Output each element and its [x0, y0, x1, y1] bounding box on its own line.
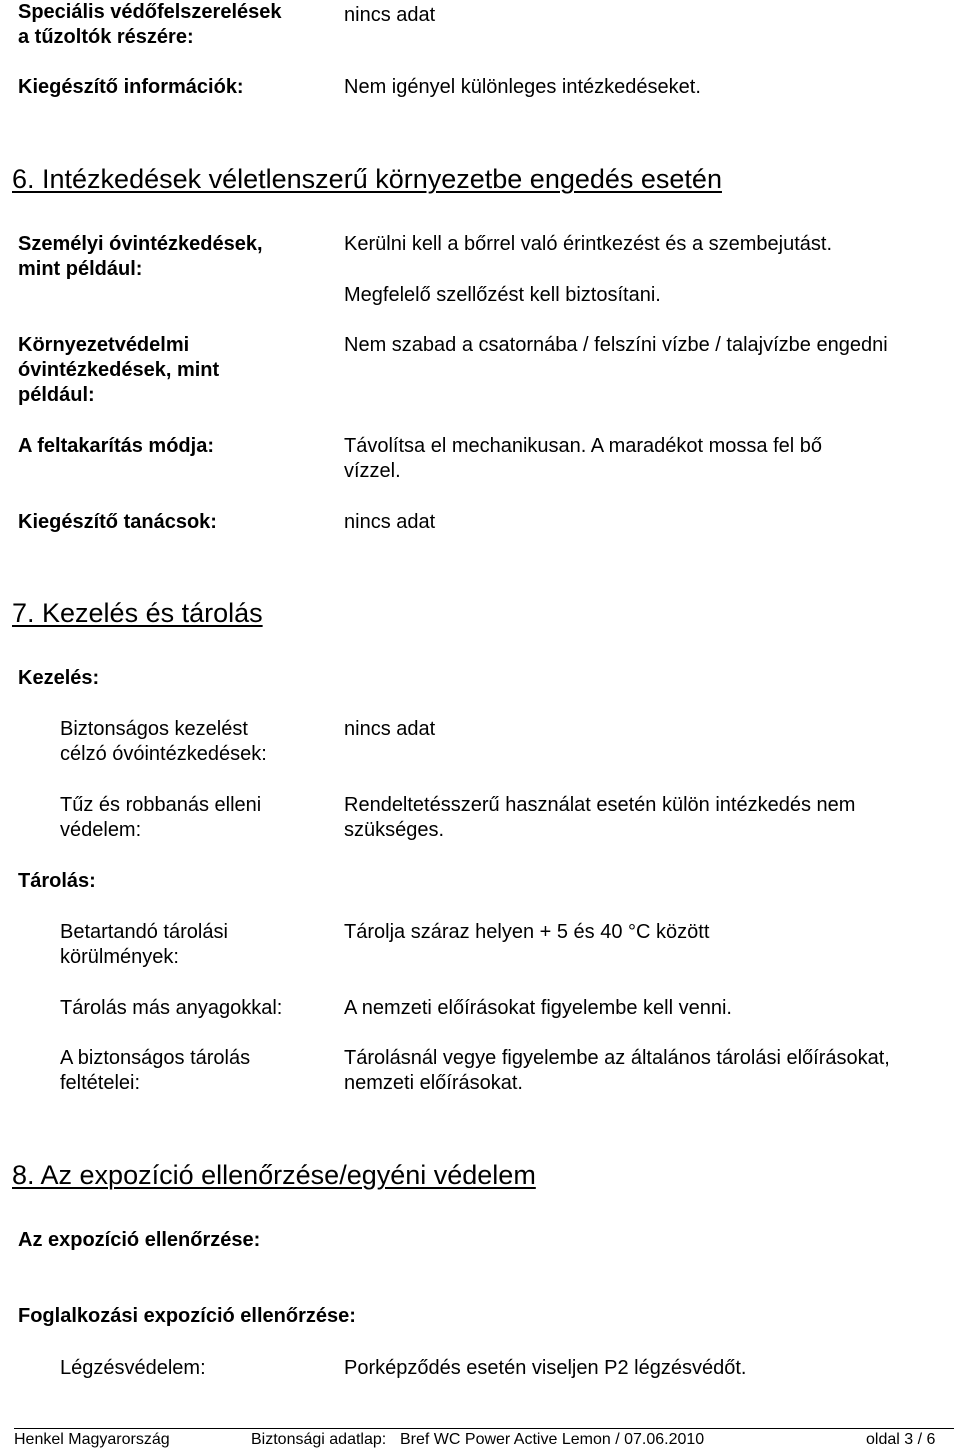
safe-storage-value-line1: Tárolásnál vegye figyelembe az általános tárolási előírásokat,	[344, 1047, 890, 1069]
extra-info-value: Nem igényel különleges intézkedéseket.	[344, 76, 701, 98]
safe-storage-label-line2: feltételei:	[60, 1072, 141, 1094]
special-equipment-label-line1: Speciális védőfelszerelések	[18, 1, 282, 23]
safe-storage-label-line1: A biztonságos tárolás	[60, 1047, 251, 1069]
fire-protection-label-line2: védelem:	[60, 819, 142, 841]
storage-with-other-value: A nemzeti előírásokat figyelembe kell venni.	[344, 997, 732, 1019]
footer-page-number: oldal 3 / 6	[866, 1431, 936, 1448]
handling-title: Kezelés:	[18, 667, 100, 689]
footer-sheet-label: Biztonsági adatlap:	[251, 1431, 387, 1448]
exposure-control-title: Az expozíció ellenőrzése:	[18, 1229, 261, 1251]
footer-company: Henkel Magyarország	[14, 1431, 170, 1448]
env-precautions-label-line1: Környezetvédelmi	[18, 334, 190, 356]
personal-precautions-value-line1: Kerülni kell a bőrrel való érintkezést és a szembejutást.	[344, 233, 833, 255]
occupational-exposure-title: Foglalkozási expozíció ellenőrzése:	[18, 1305, 356, 1327]
storage-conditions-value: Tárolja száraz helyen + 5 és 40 °C között	[344, 921, 710, 943]
safe-handling-label-line1: Biztonságos kezelést	[60, 718, 248, 740]
footer-product: Bref WC Power Active Lemon / 07.06.2010	[400, 1431, 705, 1448]
additional-advice-label: Kiegészítő tanácsok:	[18, 511, 217, 533]
fire-protection-value-line1: Rendeltetésszerű használat esetén külön intézkedés nem	[344, 794, 856, 816]
personal-precautions-value-line2: Megfelelő szellőzést kell biztosítani.	[344, 284, 661, 306]
section-6-heading: 6. Intézkedések véletlenszerű környezetbe engedés esetén	[12, 164, 722, 194]
fire-protection-label-line1: Tűz és robbanás elleni	[60, 794, 262, 816]
footer-divider	[14, 1428, 954, 1429]
special-equipment-label-line2: a tűzoltók részére:	[18, 26, 194, 48]
safe-handling-value: nincs adat	[344, 718, 436, 740]
safe-handling-label-line2: célzó óvóintézkedések:	[60, 743, 267, 765]
storage-conditions-label-line2: körülmények:	[60, 946, 179, 968]
env-precautions-label-line3: például:	[18, 384, 95, 406]
personal-precautions-label-line2: mint például:	[18, 258, 143, 280]
cleanup-method-value-line1: Távolítsa el mechanikusan. A maradékot mossa fel bő	[344, 435, 823, 457]
section-7-heading: 7. Kezelés és tárolás	[12, 598, 263, 628]
safe-storage-value-line2: nemzeti előírásokat.	[344, 1072, 523, 1094]
storage-title: Tárolás:	[18, 870, 96, 892]
personal-precautions-label-line1: Személyi óvintézkedések,	[18, 233, 263, 255]
section-8-heading: 8. Az expozíció ellenőrzése/egyéni védelem	[12, 1160, 536, 1190]
fire-protection-value-line2: szükséges.	[344, 819, 445, 841]
extra-info-label: Kiegészítő információk:	[18, 76, 244, 98]
env-precautions-label-line2: óvintézkedések, mint	[18, 359, 220, 381]
env-precautions-value: Nem szabad a csatornába / felszíni vízbe / talajvízbe engedni	[344, 334, 888, 356]
additional-advice-value: nincs adat	[344, 511, 436, 533]
special-equipment-value: nincs adat	[344, 4, 436, 26]
respiratory-protection-label: Légzésvédelem:	[60, 1357, 206, 1379]
storage-with-other-label: Tárolás más anyagokkal:	[60, 997, 283, 1019]
cleanup-method-label: A feltakarítás módja:	[18, 435, 214, 457]
respiratory-protection-value: Porképződés esetén viseljen P2 légzésvédőt.	[344, 1357, 747, 1379]
storage-conditions-label-line1: Betartandó tárolási	[60, 921, 228, 943]
cleanup-method-value-line2: vízzel.	[344, 460, 401, 482]
